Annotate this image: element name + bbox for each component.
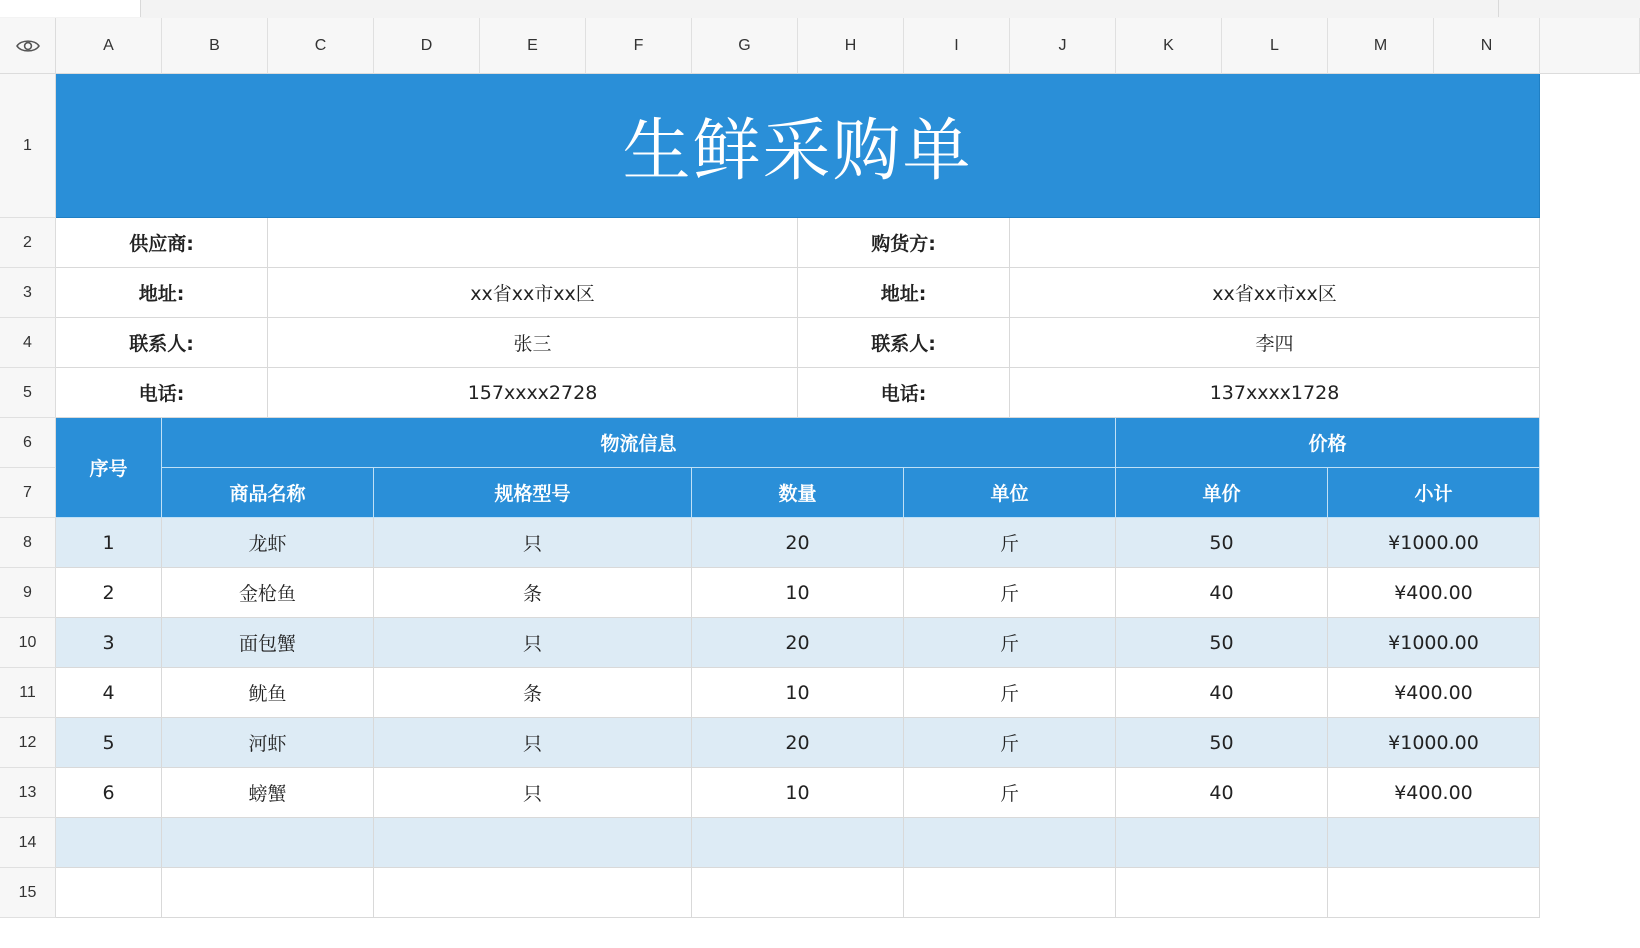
- empty-cell[interactable]: [692, 818, 904, 868]
- row-header-4[interactable]: 4: [0, 318, 56, 368]
- header-col-4[interactable]: 单位: [904, 468, 1116, 518]
- eye-icon[interactable]: [16, 38, 40, 54]
- table-cell-qty[interactable]: 20: [692, 718, 904, 768]
- info-label-right[interactable]: 购货方:: [798, 218, 1010, 268]
- row-header-13[interactable]: 13: [0, 768, 56, 818]
- table-cell-qty[interactable]: 10: [692, 768, 904, 818]
- header-col-2[interactable]: 规格型号: [374, 468, 692, 518]
- table-cell-price[interactable]: 50: [1116, 718, 1328, 768]
- table-cell-no[interactable]: 6: [56, 768, 162, 818]
- info-value-left[interactable]: xx省xx市xx区: [268, 268, 798, 318]
- table-cell-subtotal[interactable]: ¥400.00: [1328, 768, 1540, 818]
- column-header-b[interactable]: B: [162, 18, 268, 74]
- row-header-15[interactable]: 15: [0, 868, 56, 918]
- header-index[interactable]: 序号: [56, 418, 162, 518]
- empty-cell[interactable]: [904, 868, 1116, 918]
- header-col-6[interactable]: 小计: [1328, 468, 1540, 518]
- name-box[interactable]: [0, 0, 141, 17]
- row-header-6[interactable]: 6: [0, 418, 56, 468]
- table-cell-no[interactable]: 4: [56, 668, 162, 718]
- column-header-j[interactable]: J: [1010, 18, 1116, 74]
- empty-cell[interactable]: [56, 868, 162, 918]
- info-value-right[interactable]: 李四: [1010, 318, 1540, 368]
- table-cell-spec[interactable]: 只: [374, 718, 692, 768]
- column-header-e[interactable]: E: [480, 18, 586, 74]
- table-cell-qty[interactable]: 20: [692, 618, 904, 668]
- row-header-14[interactable]: 14: [0, 818, 56, 868]
- column-header-stub[interactable]: [1540, 18, 1640, 74]
- row-header-8[interactable]: 8: [0, 518, 56, 568]
- table-cell-subtotal[interactable]: ¥1000.00: [1328, 718, 1540, 768]
- empty-cell[interactable]: [162, 868, 374, 918]
- info-label-left[interactable]: 联系人:: [56, 318, 268, 368]
- table-cell-unit[interactable]: 斤: [904, 718, 1116, 768]
- row-header-12[interactable]: 12: [0, 718, 56, 768]
- select-all-corner[interactable]: [0, 18, 56, 74]
- formula-bar: [0, 0, 1640, 19]
- row-header-9[interactable]: 9: [0, 568, 56, 618]
- table-cell-subtotal[interactable]: ¥400.00: [1328, 568, 1540, 618]
- header-col-5[interactable]: 单价: [1116, 468, 1328, 518]
- info-label-left[interactable]: 供应商:: [56, 218, 268, 268]
- table-cell-no[interactable]: 3: [56, 618, 162, 668]
- column-header-d[interactable]: D: [374, 18, 480, 74]
- empty-cell[interactable]: [1328, 868, 1540, 918]
- info-label-right[interactable]: 地址:: [798, 268, 1010, 318]
- table-cell-unit[interactable]: 斤: [904, 518, 1116, 568]
- row-header-10[interactable]: 10: [0, 618, 56, 668]
- info-label-right[interactable]: 电话:: [798, 368, 1010, 418]
- table-cell-name[interactable]: 面包蟹: [162, 618, 374, 668]
- table-cell-subtotal[interactable]: ¥400.00: [1328, 668, 1540, 718]
- table-cell-no[interactable]: 1: [56, 518, 162, 568]
- table-cell-qty[interactable]: 20: [692, 518, 904, 568]
- empty-cell[interactable]: [1328, 818, 1540, 868]
- column-header-c[interactable]: C: [268, 18, 374, 74]
- column-header-m[interactable]: M: [1328, 18, 1434, 74]
- info-value-right[interactable]: [1010, 218, 1540, 268]
- column-header-i[interactable]: I: [904, 18, 1010, 74]
- info-label-left[interactable]: 地址:: [56, 268, 268, 318]
- info-label-left[interactable]: 电话:: [56, 368, 268, 418]
- row-header-1[interactable]: 1: [0, 74, 56, 218]
- table-cell-price[interactable]: 40: [1116, 568, 1328, 618]
- table-cell-spec[interactable]: 只: [374, 618, 692, 668]
- column-header-h[interactable]: H: [798, 18, 904, 74]
- table-cell-spec[interactable]: 条: [374, 568, 692, 618]
- info-value-left[interactable]: 张三: [268, 318, 798, 368]
- row-header-7[interactable]: 7: [0, 468, 56, 518]
- table-cell-spec[interactable]: 只: [374, 768, 692, 818]
- table-cell-name[interactable]: 鱿鱼: [162, 668, 374, 718]
- header-price[interactable]: 价格: [1116, 418, 1540, 468]
- info-value-right[interactable]: 137xxxx1728: [1010, 368, 1540, 418]
- column-header-f[interactable]: F: [586, 18, 692, 74]
- table-cell-price[interactable]: 50: [1116, 618, 1328, 668]
- info-value-left[interactable]: 157xxxx2728: [268, 368, 798, 418]
- table-cell-name[interactable]: 金枪鱼: [162, 568, 374, 618]
- table-cell-unit[interactable]: 斤: [904, 668, 1116, 718]
- table-cell-qty[interactable]: 10: [692, 568, 904, 618]
- header-col-3[interactable]: 数量: [692, 468, 904, 518]
- table-cell-unit[interactable]: 斤: [904, 618, 1116, 668]
- formula-input[interactable]: [141, 0, 1499, 17]
- table-cell-price[interactable]: 40: [1116, 768, 1328, 818]
- empty-cell[interactable]: [1116, 868, 1328, 918]
- table-cell-price[interactable]: 40: [1116, 668, 1328, 718]
- info-value-left[interactable]: [268, 218, 798, 268]
- header-col-1[interactable]: 商品名称: [162, 468, 374, 518]
- row-header-11[interactable]: 11: [0, 668, 56, 718]
- empty-cell[interactable]: [904, 818, 1116, 868]
- empty-cell[interactable]: [692, 868, 904, 918]
- table-cell-name[interactable]: 河虾: [162, 718, 374, 768]
- column-header-g[interactable]: G: [692, 18, 798, 74]
- empty-cell[interactable]: [374, 818, 692, 868]
- row-header-2[interactable]: 2: [0, 218, 56, 268]
- table-cell-unit[interactable]: 斤: [904, 768, 1116, 818]
- title-cell[interactable]: 生鲜采购单: [56, 74, 1540, 218]
- empty-cell[interactable]: [56, 818, 162, 868]
- column-header-n[interactable]: N: [1434, 18, 1540, 74]
- info-value-right[interactable]: xx省xx市xx区: [1010, 268, 1540, 318]
- row-header-3[interactable]: 3: [0, 268, 56, 318]
- empty-cell[interactable]: [1116, 818, 1328, 868]
- table-cell-name[interactable]: 龙虾: [162, 518, 374, 568]
- table-cell-no[interactable]: 5: [56, 718, 162, 768]
- header-logistics[interactable]: 物流信息: [162, 418, 1116, 468]
- table-cell-price[interactable]: 50: [1116, 518, 1328, 568]
- table-cell-name[interactable]: 螃蟹: [162, 768, 374, 818]
- table-cell-no[interactable]: 2: [56, 568, 162, 618]
- empty-cell[interactable]: [374, 868, 692, 918]
- table-cell-qty[interactable]: 10: [692, 668, 904, 718]
- table-cell-spec[interactable]: 只: [374, 518, 692, 568]
- table-cell-spec[interactable]: 条: [374, 668, 692, 718]
- info-label-right[interactable]: 联系人:: [798, 318, 1010, 368]
- column-header-a[interactable]: A: [56, 18, 162, 74]
- table-cell-unit[interactable]: 斤: [904, 568, 1116, 618]
- table-cell-subtotal[interactable]: ¥1000.00: [1328, 618, 1540, 668]
- table-cell-subtotal[interactable]: ¥1000.00: [1328, 518, 1540, 568]
- column-header-l[interactable]: L: [1222, 18, 1328, 74]
- empty-cell[interactable]: [162, 818, 374, 868]
- column-header-k[interactable]: K: [1116, 18, 1222, 74]
- row-header-5[interactable]: 5: [0, 368, 56, 418]
